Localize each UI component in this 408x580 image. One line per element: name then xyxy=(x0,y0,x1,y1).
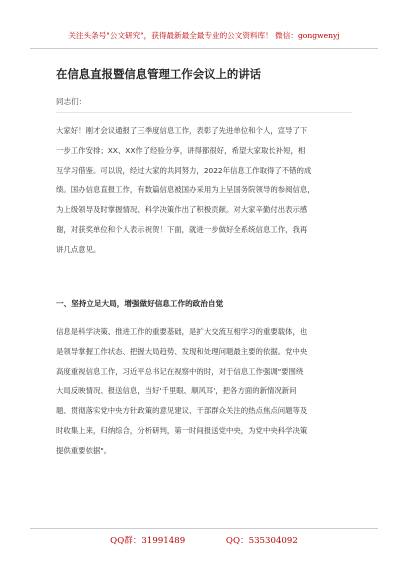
paragraph-line: 绩。国办信息直报工作，有数篇信息被国办采用为上呈国务院领导的参阅信息， xyxy=(56,185,315,195)
footer-contacts xyxy=(0,534,408,546)
paragraph-line: 大家好！刚才会议通报了三季度信息工作，表彰了先进单位和个人，宣导了下 xyxy=(56,126,308,135)
paragraph-intro xyxy=(56,121,356,260)
paragraph-line: 谢，对获奖单位和个人表示祝贺！下面，就进一步做好全系统信息工作，我再 xyxy=(56,224,308,234)
paragraph-line: 题、贯彻落实党中央方针政策的意见建议、干部群众关注的热点焦点问题等及 xyxy=(56,406,308,416)
document-title: 在信息直报暨信息管理工作会议上的讲话 xyxy=(56,67,262,81)
footer-qq: QQ：535304092 xyxy=(225,536,298,546)
footer-rule xyxy=(30,528,378,529)
header-rule xyxy=(30,48,378,49)
paragraph-line: 是领导掌握工作状态、把握大局趋势、发现和处理问题最主要的依据。党中央 xyxy=(56,346,308,356)
paragraph-line: 高度重视信息工作，习近平总书记在视察中的时，对于信息工作强调"要围绕 xyxy=(56,366,304,376)
paragraph-line: 为上级领导及时掌握情况、科学决策作出了积极贡献。对大家辛勤付出表示感 xyxy=(56,205,308,215)
paragraph-section1 xyxy=(56,322,356,461)
paragraph-line: 大局反映情况、报送信息，当好'千里眼、顺风耳'，把各方面的新情况新问 xyxy=(56,386,297,396)
paragraph-line: 互学习借鉴。可以说，经过大家的共同努力，2022年信息工作取得了不错的成 xyxy=(56,165,312,175)
greeting-divider xyxy=(56,112,352,113)
footer-qq-group: QQ群：31991489 xyxy=(110,536,186,546)
paragraph-line: 一步工作安排；XX、XX作了经验分享，讲得都很好，希望大家取长补短，相 xyxy=(56,145,306,155)
paragraph-line: 时收集上来，归纳综合，分析研判，第一时间报送党中央，为党中央科学决策 xyxy=(56,425,308,435)
paragraph-line: 信息是科学决策、推进工作的重要基础，是扩大交流互相学习的重要载体，也 xyxy=(56,327,308,336)
section-heading: 一、坚持立足大局，增强做好信息工作的政治自觉 xyxy=(56,299,224,308)
paragraph-line: 提供重要依据"。 xyxy=(56,445,112,455)
greeting: 同志们： xyxy=(56,97,87,106)
header-banner: 关注头条号"公文研究"，获得最新最全最专业的公文资料库！ 微信：gongwenyj xyxy=(68,31,340,40)
paragraph-line: 讲几点意见。 xyxy=(56,244,101,254)
